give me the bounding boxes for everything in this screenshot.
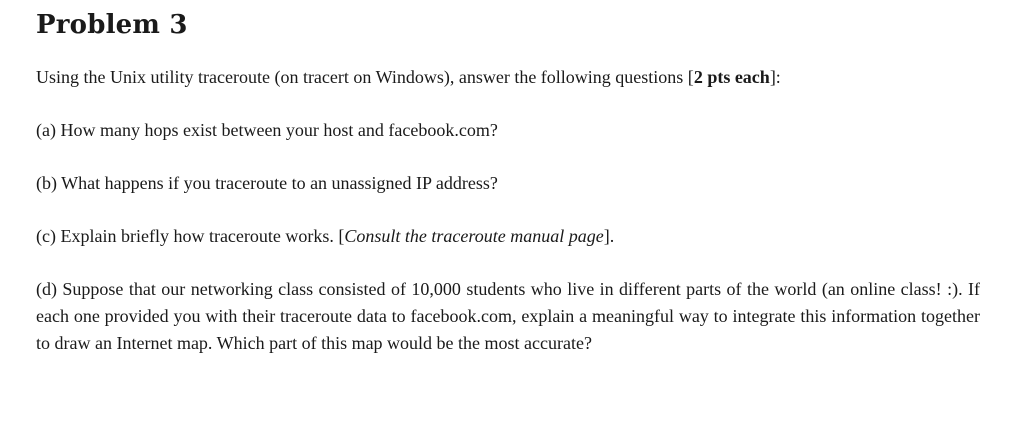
problem-title: Problem 3 <box>36 10 188 40</box>
question-a: (a) How many hops exist between your host and facebook.com? <box>36 120 498 140</box>
question-b: (b) What happens if you traceroute to an unassigned IP address? <box>36 173 498 193</box>
intro-text: Using the Unix utility traceroute (on tracert on Windows), answer the following questions [ <box>36 67 694 87</box>
question-c-text: (c) Explain briefly how traceroute works. [ <box>36 226 345 246</box>
points-label: 2 pts each <box>693 67 770 87</box>
question-c <box>36 223 614 250</box>
question-c-text-end: ]. <box>603 226 615 246</box>
intro-paragraph <box>36 64 781 91</box>
question-c-hint: Consult the traceroute manual page <box>344 226 604 246</box>
question-d: (d) Suppose that our networking class consisted of 10,000 students who live in different parts of the world (an online class! :). If each one provided you with their traceroute data to facebook.com, explain a meaningful way to integrate this information together to draw an Internet map. Which part of this map would be the most accurate? <box>36 279 980 353</box>
intro-text-end: ]: <box>769 67 781 87</box>
